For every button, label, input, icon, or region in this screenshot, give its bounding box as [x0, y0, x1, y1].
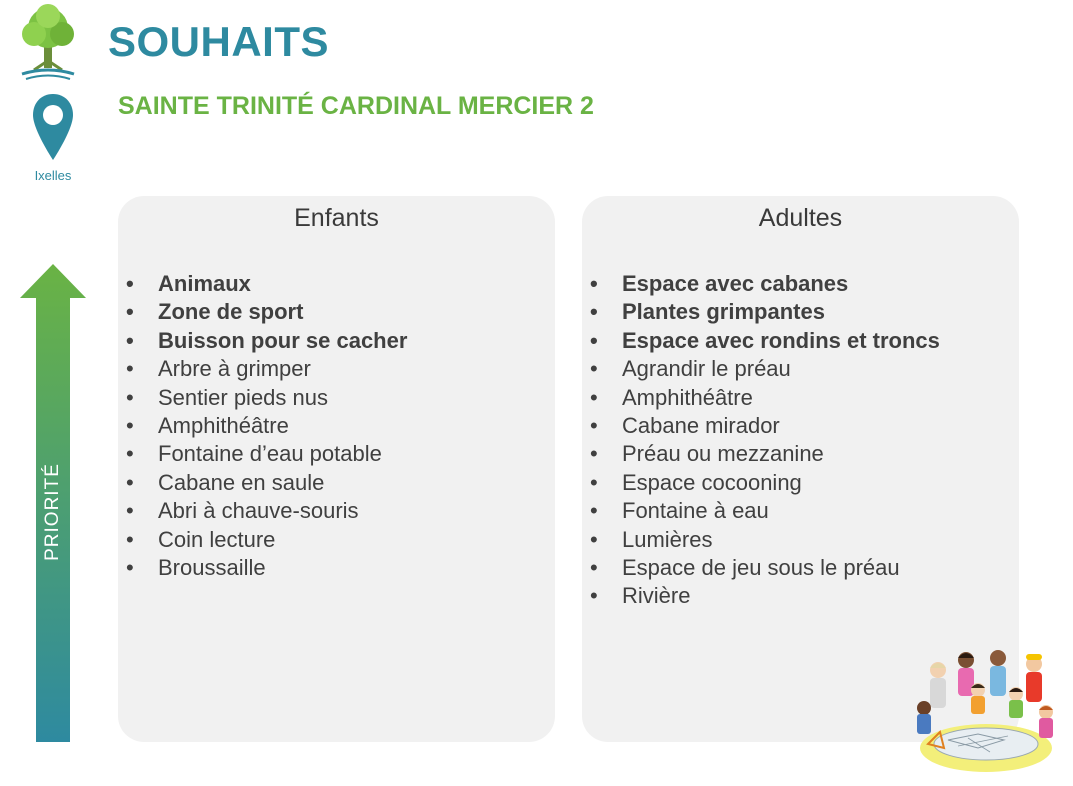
wish-list-adultes [590, 270, 940, 611]
panel-heading-adultes: Adultes [758, 204, 843, 232]
page-subtitle: SAINTE TRINITÉ CARDINAL MERCIER 2 [118, 92, 594, 120]
wish-list-enfants [126, 270, 407, 582]
people-planning-illustration [908, 648, 1058, 776]
panel-heading-enfants: Enfants [294, 204, 379, 232]
list-item: • Abri à chauve-souris [126, 497, 407, 525]
list-item: • Cabane mirador [590, 412, 940, 440]
list-item: • Sentier pieds nus [126, 384, 407, 412]
list-item: • Espace avec rondins et troncs [590, 327, 940, 355]
priority-label: PRIORITÉ [42, 463, 63, 561]
map-pin-icon [31, 92, 75, 162]
list-item: • Coin lecture [126, 526, 407, 554]
list-item: • Préau ou mezzanine [590, 440, 940, 468]
list-item: • Agrandir le préau [590, 355, 940, 383]
tree-logo-icon [8, 0, 88, 92]
list-item: • Amphithéâtre [126, 412, 407, 440]
location-label: Ixelles [34, 168, 72, 183]
list-item: • Fontaine à eau [590, 497, 940, 525]
list-item: • Cabane en saule [126, 469, 407, 497]
list-item: • Buisson pour se cacher [126, 327, 407, 355]
list-item: • Rivière [590, 582, 940, 610]
list-item: • Amphithéâtre [590, 384, 940, 412]
list-item: • Arbre à grimper [126, 355, 407, 383]
panel-enfants [118, 196, 555, 742]
list-item: • Zone de sport [126, 298, 407, 326]
list-item: • Espace de jeu sous le préau [590, 554, 940, 582]
page-title: SOUHAITS [108, 18, 330, 65]
list-item: • Broussaille [126, 554, 407, 582]
list-item: • Animaux [126, 270, 407, 298]
list-item: • Espace avec cabanes [590, 270, 940, 298]
list-item: • Fontaine d’eau potable [126, 440, 407, 468]
list-item: • Plantes grimpantes [590, 298, 940, 326]
list-item: • Espace cocooning [590, 469, 940, 497]
list-item: • Lumières [590, 526, 940, 554]
